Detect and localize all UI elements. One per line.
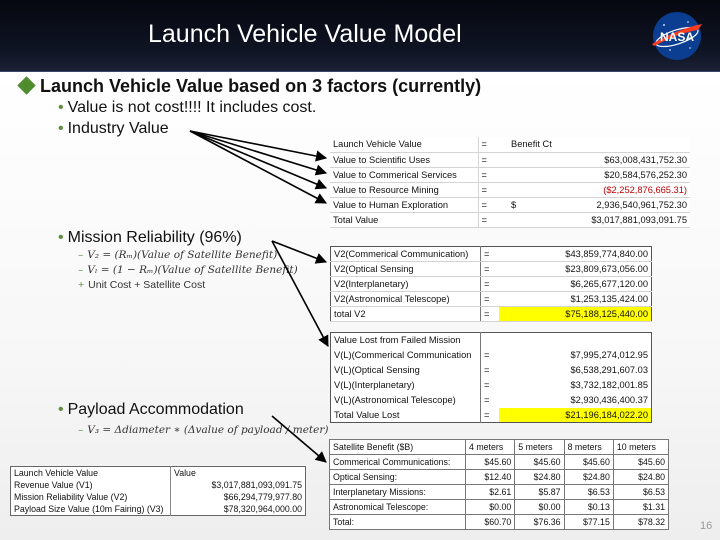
- page-number: 16: [700, 520, 713, 532]
- table-row: Commerical Communications: $45.60 $45.60 $45.60 $45.60: [330, 455, 669, 470]
- bullet-not-cost: • Value is not cost!!!! It includes cost.: [58, 99, 317, 116]
- table-header-row: Value Lost from Failed Mission: [331, 333, 652, 348]
- table-row: Launch Vehicle Value = Benefit Ct: [330, 137, 690, 152]
- formula-v2: – V₂ = (Rₘ)(Value of Satellite Benefit): [78, 249, 278, 261]
- table-row: Total Value Lost = $21,196,184,022.20: [331, 408, 652, 423]
- slide-title: Launch Vehicle Value Model: [148, 20, 462, 48]
- table-row: Total: $60.70 $76.36 $77.15 $78.32: [330, 515, 669, 530]
- table-row: Astronomical Telescope: $0.00 $0.00 $0.13 $1.31: [330, 500, 669, 515]
- satellite-benefit-table: [329, 439, 669, 530]
- table-row: Value to Scientific Uses = $63,008,431,752.30: [330, 152, 690, 167]
- v2-reliability-table: [330, 246, 652, 322]
- unit-cost-line: + Unit Cost + Satellite Cost: [78, 279, 206, 291]
- table-row: Value to Human Exploration = $ 2,936,540,961,752.30: [330, 197, 690, 212]
- value-lost-table: [330, 332, 652, 423]
- table-row: total V2 = $75,188,125,440.00: [331, 307, 652, 322]
- bullet-industry-value: • Industry Value: [58, 120, 169, 137]
- table-row: V(L)(Optical Sensing = $6,538,291,607.03: [331, 363, 652, 378]
- table-row: Optical Sensing: $12.40 $24.80 $24.80 $24.80: [330, 470, 669, 485]
- table-row: V(L)(Commerical Communication = $7,995,274,012.95: [331, 348, 652, 363]
- table-header-row: Launch Vehicle Value Value: [11, 467, 306, 480]
- negative-value: ($2,252,876,665.31): [565, 182, 690, 197]
- table-row: V2(Astronomical Telescope) = $1,253,135,424.00: [331, 292, 652, 307]
- launch-vehicle-summary-table: [10, 466, 306, 516]
- svg-text:NASA: NASA: [659, 30, 695, 44]
- table-row: V(L)(Interplanetary) = $3,732,182,001.85: [331, 378, 652, 393]
- table-row: Value to Resource Mining = ($2,252,876,665.31): [330, 182, 690, 197]
- table-row: V2(Interplanetary) = $6,265,677,120.00: [331, 277, 652, 292]
- table-row: V2(Optical Sensing = $23,809,673,056.00: [331, 262, 652, 277]
- bullet-mission-reliability: • Mission Reliability (96%): [58, 229, 242, 246]
- nasa-logo: [648, 10, 706, 62]
- launch-vehicle-value-table: [330, 137, 690, 228]
- table-row: Interplanetary Missions: $2.61 $5.87 $6.53 $6.53: [330, 485, 669, 500]
- total-value-lost: $21,196,184,022.20: [499, 408, 652, 423]
- table-row: Value to Commerical Services = $20,584,576,252.30: [330, 167, 690, 182]
- table-header-row: Satellite Benefit ($B) 4 meters 5 meters 8 meters 10 meters: [330, 440, 669, 455]
- table-row: V(L)(Astronomical Telescope) = $2,930,436,400.37: [331, 393, 652, 408]
- formula-vl: – Vₗ = (1 − Rₘ)(Value of Satellite Benefit): [78, 264, 298, 276]
- table-row: Total Value = $3,017,881,093,091.75: [330, 212, 690, 227]
- table-row: Payload Size Value (10m Fairing) (V3) $78,320,964,000.00: [11, 503, 306, 516]
- table-row: Mission Reliability Value (V2) $66,294,779,977.80: [11, 491, 306, 503]
- table-row: V2(Commerical Communication) = $43,859,774,840.00: [331, 247, 652, 262]
- formula-v3: – V₃ = Δdiameter ∗ (Δvalue of payload / meter): [78, 424, 329, 436]
- table-row: Revenue Value (V1) $3,017,881,093,091.75: [11, 479, 306, 491]
- total-v2-value: $75,188,125,440.00: [499, 307, 652, 322]
- bullet-payload-accommodation: • Payload Accommodation: [58, 401, 244, 418]
- main-heading: Launch Vehicle Value based on 3 factors (currently): [40, 76, 482, 96]
